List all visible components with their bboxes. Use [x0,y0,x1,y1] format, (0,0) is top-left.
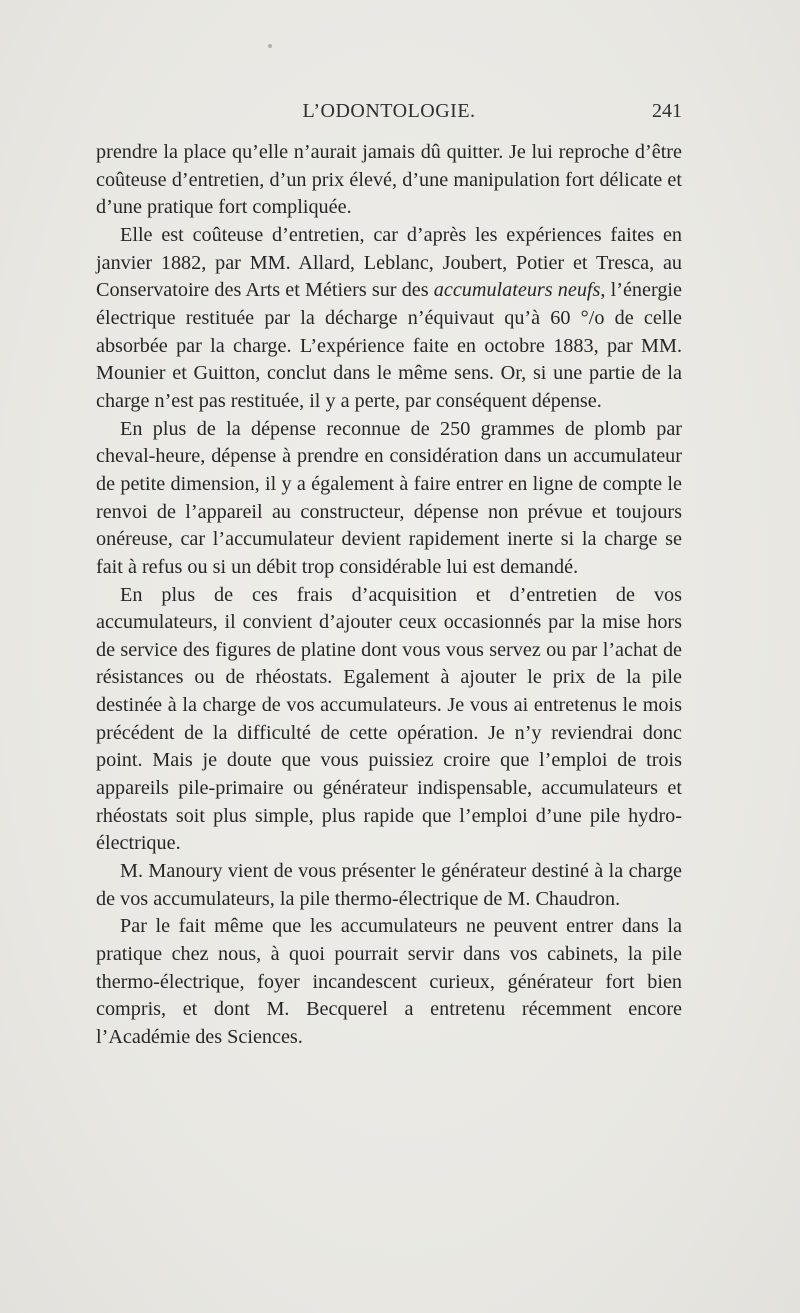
page-number: 241 [652,100,682,122]
text-run: Par le fait même que les accumulateurs ne peuvent entrer dans la pratique chez nous, à quoi pourrait servir dans vos cabinets, la pile thermo-électrique, foyer incandescent curieux, générateur fort bien compris, et dont M. Becquerel a entretenu récemment encore l’Académie des Sciences. [96,915,682,1048]
text-run: prendre la place qu’elle n’aurait jamais dû quitter. Je lui reproche d’être coûteuse d’entretien, d’un prix élevé, d’une manipulation fort délicate et d’une pratique fort compliquée. [96,141,682,219]
paragraph [96,582,682,859]
text-run: M. Manoury vient de vous présenter le générateur destiné à la charge de vos accumulateurs, la pile thermo-électrique de M. Chaudron. [96,860,682,910]
body-text [96,139,682,1052]
page-header [96,100,682,134]
paper-speck [268,44,272,48]
text-run: En plus de ces frais d’acquisition et d’entretien de vos accumulateurs, il convient d’ajouter ceux occasionnés par la mise hors de service des figures de platine dont vous vous servez ou par l’achat de résistances ou de rhéostats. Egalement à ajouter le prix de la pile destinée à la charge de vos accumulateurs. Je vous ai entretenus le mois précédent de la difficulté de cette opération. Je n’y reviendrai donc point. Mais je doute que vous puissiez croire que l’emploi de trois appareils pile-primaire ou générateur indispensable, accumulateurs et rhéostats soit plus simple, plus rapide que l’emploi d’une pile hydro-électrique. [96,583,682,855]
paragraph [96,913,682,1051]
italic-term: accumulateurs neufs [433,279,601,302]
text-run: En plus de la dépense reconnue de 250 grammes de plomb par cheval-heure, dépense à prendre en considération dans un accumulateur de petite dimension, il y a également à faire entrer en ligne de compte le renvoi de l’appareil au constructeur, dépense non prévue et toujours onéreuse, car l’accumulateur devient rapidement inerte si la charge se fait à refus ou si un débit trop considérable lui est demandé. [96,417,682,578]
paragraph [96,858,682,913]
paragraph [96,416,682,582]
running-title: L’ODONTOLOGIE. [302,100,476,122]
paragraph [96,139,682,222]
paragraph [96,222,682,416]
text-run: , l’énergie électrique restituée par la décharge n’équivaut qu’à 60 °/o de celle absorbée par la charge. L’expérience faite en octobre 1883, par MM. Mounier et Guitton, conclut dans le même sens. Or, si une partie de la charge n’est pas restituée, il y a perte, par conséquent dépense. [96,279,682,412]
text-run: Elle est coûteuse d’entretien, car d’après les expériences faites en janvier 1882, par MM. Allard, Leblanc, Joubert, Potier et Tresca, au Conservatoire des Arts et Métiers sur des [96,223,682,302]
